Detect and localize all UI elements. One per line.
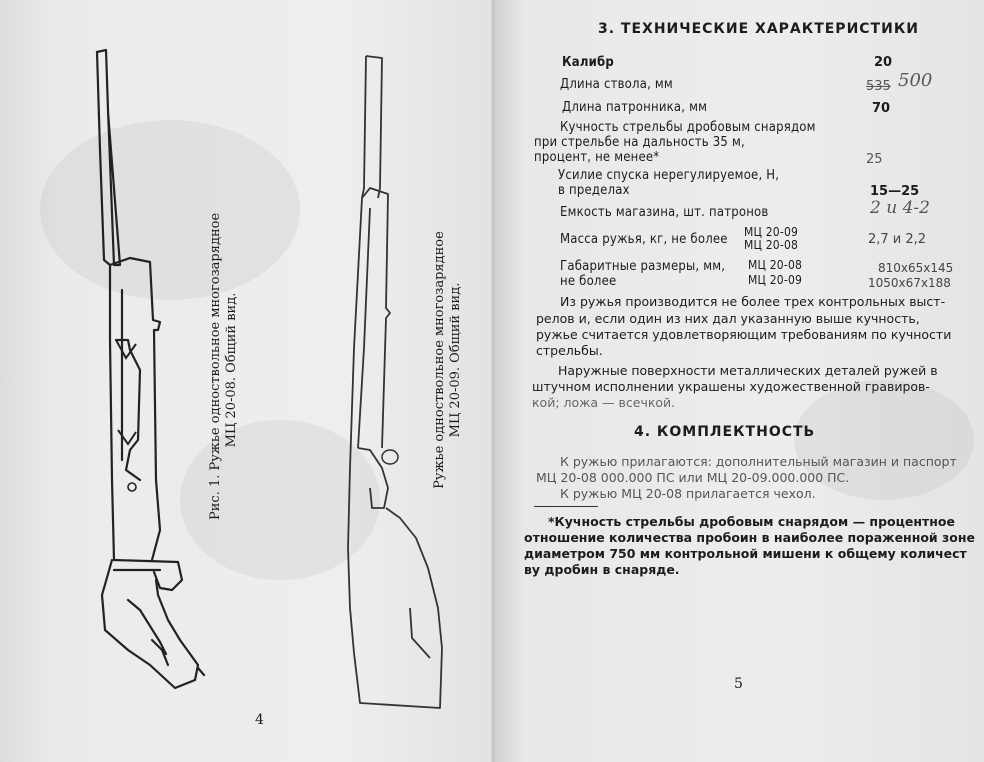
page-number-left: 4 xyxy=(255,712,264,728)
para1-line4: стрельбы. xyxy=(536,343,603,358)
spec-trigger-label-1: Усилие спуска нерегулируемое, Н, xyxy=(558,168,780,183)
para1-line2: релов и, если один из них дал указанную выше кучность, xyxy=(536,311,920,326)
spec-trigger-value: 15—25 xyxy=(870,184,920,199)
para2-line3: кой; ложа — всечкой. xyxy=(532,395,676,410)
para2-line2: штучном исполнении украшены художественной гравиров- xyxy=(532,379,930,394)
spec-dims-model-1: МЦ 20-08 xyxy=(748,258,803,272)
spec-caliber-value: 20 xyxy=(874,55,893,70)
spec-accuracy-value: 25 xyxy=(866,152,883,167)
spec-mass-model-2: МЦ 20-08 xyxy=(744,238,799,252)
spec-barrel-label: Длина ствола, мм xyxy=(560,77,673,92)
section4-title: 4. КОМПЛЕКТНОСТЬ xyxy=(634,424,816,440)
right-page xyxy=(494,0,984,762)
spec-mass-value: 2,7 и 2,2 xyxy=(868,232,927,247)
spec-dims-value-1: 810x65x145 xyxy=(878,261,954,275)
footnote-line1: *Кучность стрельбы дробовым снарядом — процентное xyxy=(548,514,955,529)
spec-barrel-value: 535 xyxy=(866,79,891,94)
spec-dims-model-2: МЦ 20-09 xyxy=(748,273,803,287)
spec-dims-value-2: 1050x67x188 xyxy=(868,276,951,290)
spec-mass-label: Масса ружья, кг, не более xyxy=(560,232,728,247)
para1-line3: ружье считается удовлетворяющим требованиям по кучности xyxy=(536,327,952,342)
footnote-line4: ву дробин в снаряде. xyxy=(524,562,680,577)
spec-caliber-label: Калибр xyxy=(562,55,614,70)
spec-chamber-label: Длина патронника, мм xyxy=(562,100,708,115)
para2-line1: Наружные поверхности металлических деталей ружей в xyxy=(558,363,938,378)
figure2-caption-line1: Ружье одноствольное многозарядное xyxy=(432,231,447,489)
kit-line1: К ружью прилагаются: дополнительный магазин и паспорт xyxy=(560,454,957,469)
figure1-caption xyxy=(208,212,240,520)
kit-line2: МЦ 20-08 000.000 ПС или МЦ 20-09.000.000 ПС. xyxy=(536,470,850,485)
spec-magazine-label: Емкость магазина, шт. патронов xyxy=(560,205,769,220)
page-number-right: 5 xyxy=(734,676,743,692)
spec-chamber-value: 70 xyxy=(872,101,891,116)
spec-accuracy-label-3: процент, не менее* xyxy=(534,150,660,165)
footnote-divider xyxy=(534,506,598,507)
footnote-line2: отношение количества пробоин в наиболее пораженной зоне xyxy=(524,530,975,545)
section3-title: 3. ТЕХНИЧЕСКИЕ ХАРАКТЕРИСТИКИ xyxy=(598,21,919,37)
footnote-line3: диаметром 750 мм контрольной мишени к общему количест xyxy=(524,546,967,561)
spec-mass-model-1: МЦ 20-09 xyxy=(744,225,799,239)
rifle-mc-20-08-drawing xyxy=(80,40,220,730)
spec-trigger-label-2: в пределах xyxy=(558,183,630,198)
spec-dims-label-1: Габаритные размеры, мм, xyxy=(560,259,726,274)
spec-accuracy-label-1: Кучность стрельбы дробовым снарядом xyxy=(560,120,816,135)
para1-line1: Из ружья производится не более трех контрольных выст- xyxy=(560,294,946,309)
figure1-caption-line2: МЦ 20-08. Общий вид. xyxy=(224,292,239,448)
figure1-caption-line1: Рис. 1. Ружье одноствольное многозарядное xyxy=(208,212,223,520)
figure2-caption-line2: МЦ 20-09. Общий вид. xyxy=(448,282,463,438)
spec-barrel-handwritten: 500 xyxy=(898,70,933,91)
spec-dims-label-2: не более xyxy=(560,274,617,289)
kit-line3: К ружью МЦ 20-08 прилагается чехол. xyxy=(560,486,816,501)
spec-magazine-handwritten: 2 и 4-2 xyxy=(870,198,930,218)
figure2-caption xyxy=(432,220,464,500)
spec-accuracy-label-2: при стрельбе на дальность 35 м, xyxy=(534,135,745,150)
